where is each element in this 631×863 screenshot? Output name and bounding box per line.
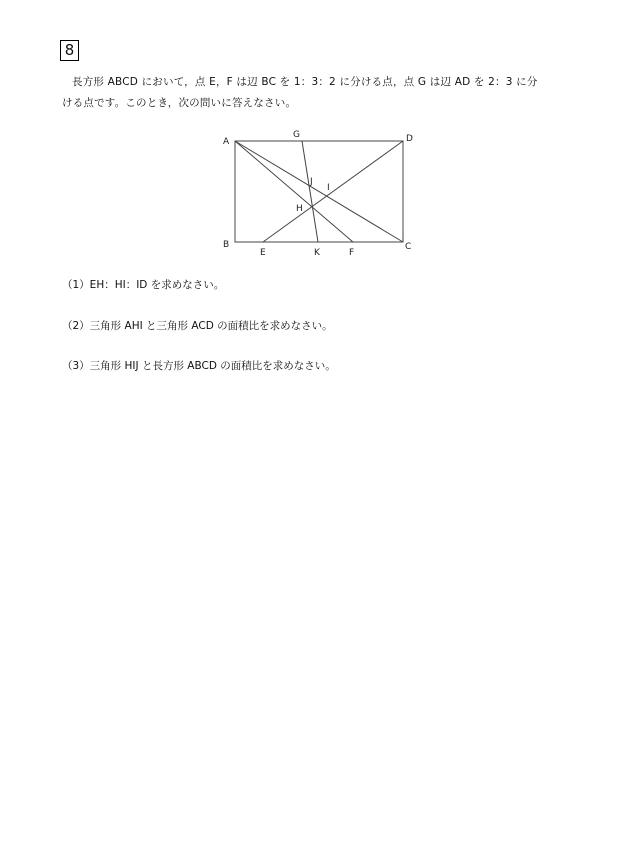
question-2: （2）三角形 AHI と三角形 ACD の面積比を求めなさい。 (62, 320, 333, 332)
label-b: B (223, 240, 230, 250)
statement-line-2: ける点です。このとき，次の問いに答えなさい。 (62, 97, 297, 109)
label-i: I (327, 183, 330, 193)
rectangle-figure (220, 128, 420, 260)
label-d: D (406, 134, 413, 144)
statement-line-1: 長方形 ABCD において，点 E，F は辺 BC を 1：3：2 に分ける点，点 G は辺 AD を 2：3 に分 (72, 76, 538, 88)
label-k: K (314, 248, 320, 258)
figure-svg (220, 128, 420, 260)
label-g: G (293, 130, 300, 140)
label-j: J (310, 177, 313, 187)
segment-a-c (235, 141, 403, 242)
problem-number: 8 (60, 40, 79, 61)
question-1: （1）EH：HI：ID を求めなさい。 (62, 279, 225, 291)
label-h: H (296, 204, 303, 214)
question-3: （3）三角形 HIJ と長方形 ABCD の面積比を求めなさい。 (62, 360, 336, 372)
label-c: C (405, 242, 412, 252)
label-a: A (223, 137, 230, 147)
label-f: F (349, 248, 355, 258)
problem-statement (62, 72, 582, 114)
label-e: E (260, 248, 266, 258)
segment-e-d (263, 141, 403, 242)
segment-a-f (235, 141, 353, 242)
segment-g-k (302, 141, 318, 242)
